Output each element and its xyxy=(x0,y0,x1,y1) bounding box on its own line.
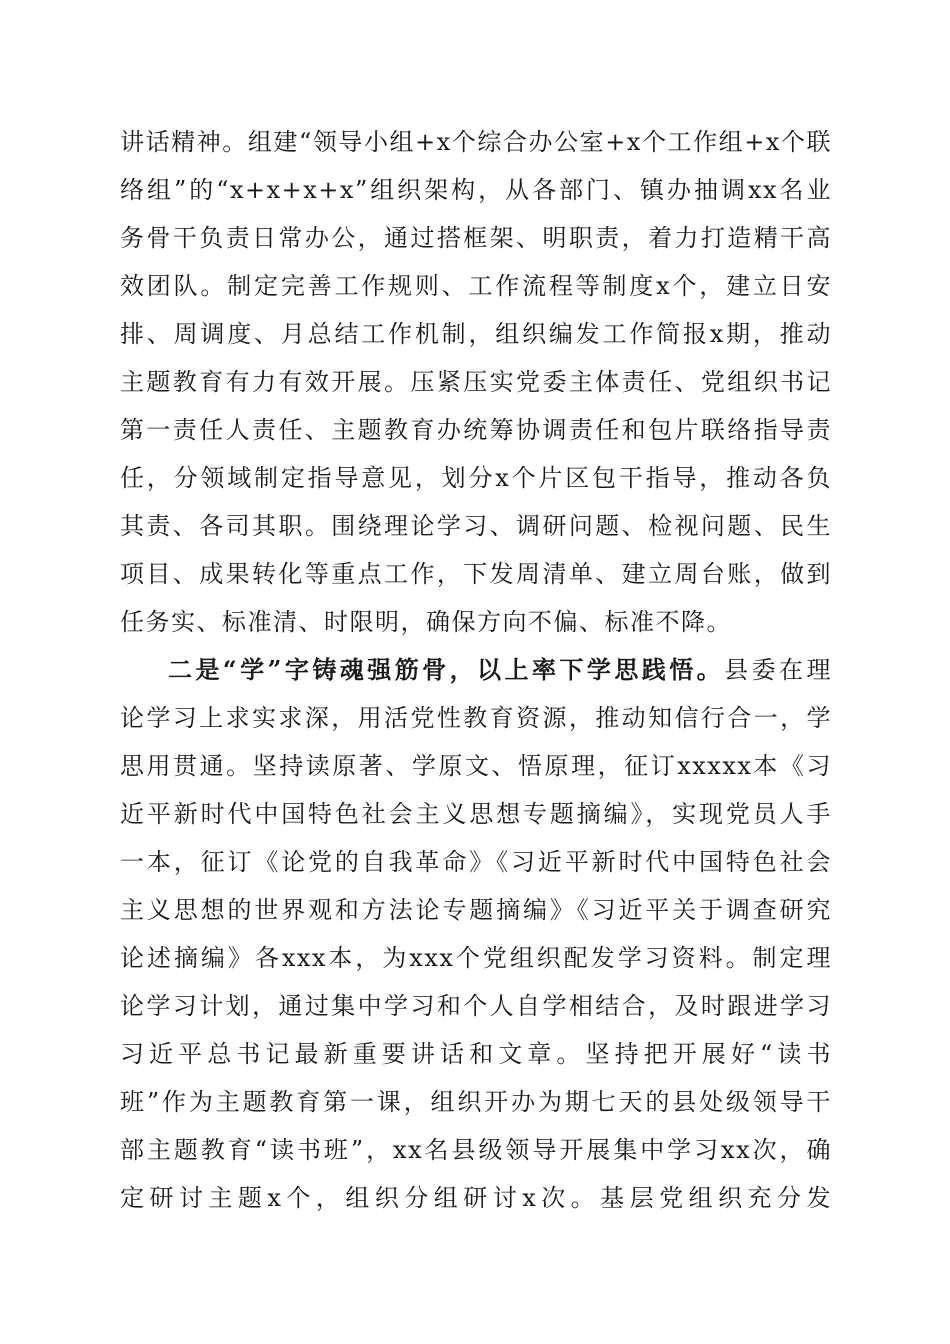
text-line: 近平新时代中国特色社会主义思想专题摘编》，实现党员人手 xyxy=(120,800,832,828)
text-line: 论学习上求实求深，用活党性教育资源，推动知信行合一，学 xyxy=(120,704,832,732)
text-line: 项目、成果转化等重点工作，下发周清单、建立周台账，做到 xyxy=(120,560,832,588)
text-line: 讲话精神。组建“领导小组+x个综合办公室+x个工作组+x个联 xyxy=(120,128,832,156)
paragraph-heading: 二是“学”字铸魂强筋骨，以上率下学思践悟。 xyxy=(168,655,725,684)
text-line: 任务实、标准清、时限明，确保方向不偏、标准不降。 xyxy=(120,608,732,636)
text-line: 任，分领域制定指导意见，划分x个片区包干指导，推动各负 xyxy=(120,464,832,492)
text-line: 务骨干负责日常办公，通过搭框架、明职责，着力打造精干高 xyxy=(120,224,832,252)
document-body xyxy=(120,118,832,1222)
text-line: 定研讨主题x个，组织分组研讨x次。基层党组织充分发 xyxy=(120,1184,832,1212)
text-line: 班”作为主题教育第一课，组织开办为期七天的县处级领导干 xyxy=(120,1088,832,1116)
text-line: 一本，征订《论党的自我革命》《习近平新时代中国特色社会 xyxy=(120,848,832,876)
text-line: 络组”的“x+x+x+x”组织架构，从各部门、镇办抽调xx名业 xyxy=(120,176,832,204)
text-line: 习近平总书记最新重要讲话和文章。坚持把开展好“读书 xyxy=(120,1040,832,1068)
paragraph-2-first-line xyxy=(120,646,832,694)
text-line: 第一责任人责任、主题教育办统筹协调责任和包片联络指导责 xyxy=(120,416,832,444)
text-line: 部主题教育“读书班”，xx名县级领导开展集中学习xx次，确 xyxy=(120,1136,832,1164)
heading-line-rest: 县委在理 xyxy=(724,656,833,684)
paragraph-1 xyxy=(120,118,832,646)
text-line: 其责、各司其职。围绕理论学习、调研问题、检视问题、民生 xyxy=(120,512,832,540)
text-line: 论述摘编》各xxx本，为xxx个党组织配发学习资料。制定理 xyxy=(120,944,832,972)
text-line: 思用贯通。坚持读原著、学原文、悟原理，征订xxxxx本《习 xyxy=(120,752,832,780)
text-line: 排、周调度、月总结工作机制，组织编发工作简报x期，推动 xyxy=(120,320,832,348)
text-line: 论学习计划，通过集中学习和个人自学相结合，及时跟进学习 xyxy=(120,992,832,1020)
text-line: 主义思想的世界观和方法论专题摘编》《习近平关于调查研究 xyxy=(120,896,832,924)
paragraph-2 xyxy=(120,646,832,1222)
text-line: 主题教育有力有效开展。压紧压实党委主体责任、党组织书记 xyxy=(120,368,832,396)
text-line: 效团队。制定完善工作规则、工作流程等制度x个，建立日安 xyxy=(120,272,832,300)
